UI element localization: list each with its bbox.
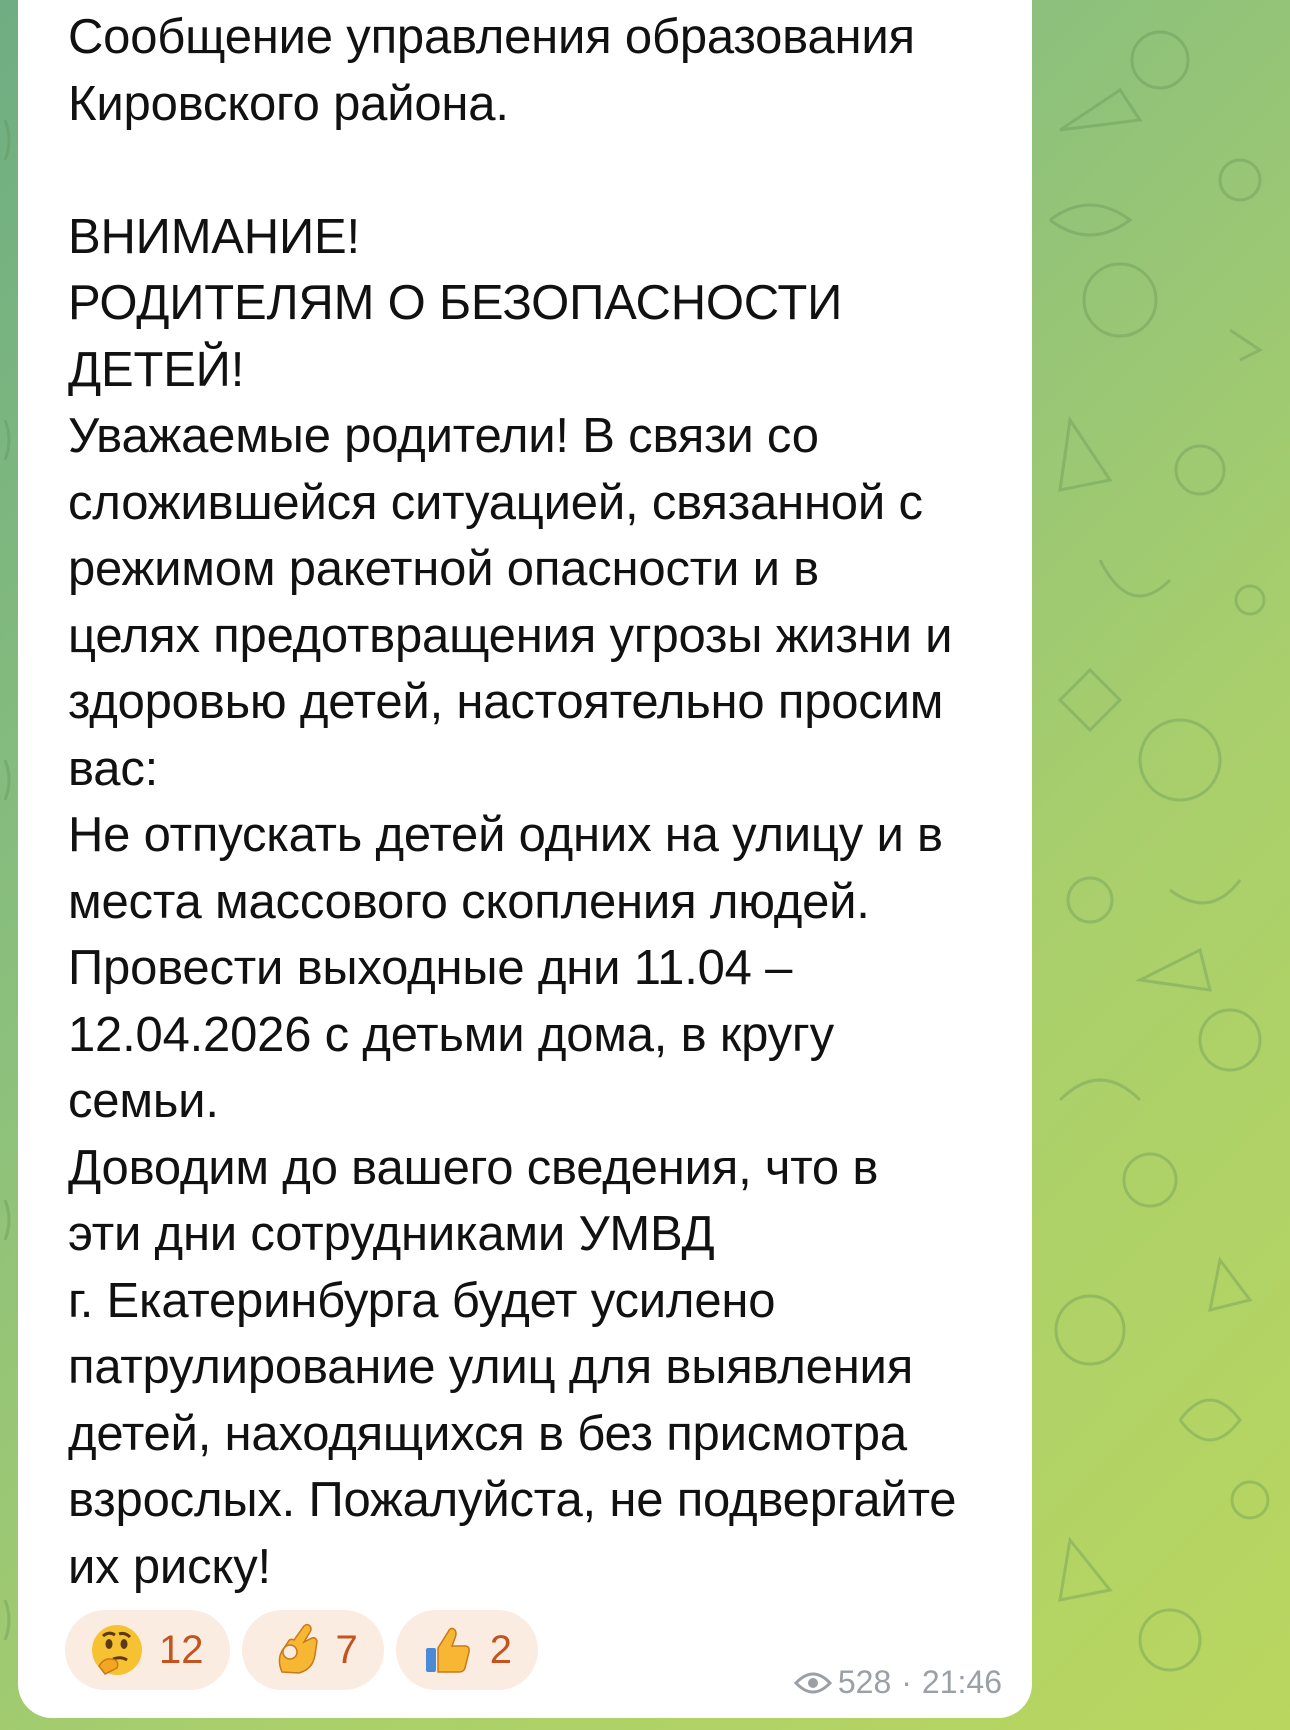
message-line: ДЕТЕЙ!: [68, 342, 245, 397]
message-line: сложившейся ситуацией, связанной с: [68, 475, 923, 530]
message-line: здоровью детей, настоятельно просим: [68, 675, 944, 729]
message-line: Уважаемые родители! В связи со: [68, 409, 819, 463]
message-line: семьи.: [68, 1074, 219, 1128]
message-line: Не отпускать детей одних на улицу и в: [68, 808, 943, 862]
message-time: 21:46: [921, 1664, 1002, 1700]
message-line: режимом ракетной опасности и в: [68, 542, 819, 596]
message-line: детей, находящихся в без присмотра: [68, 1406, 907, 1461]
message-line: целях предотвращения угрозы жизни и: [68, 608, 953, 663]
reaction-ok-hand[interactable]: [242, 1610, 384, 1690]
message-line: вас:: [68, 741, 159, 796]
reaction-count: 2: [489, 1627, 512, 1672]
reactions-bar: [65, 1610, 538, 1690]
message-line: Провести выходные дни 11.04 –: [68, 941, 793, 995]
message-line: Сообщение управления образования: [68, 10, 915, 64]
message-line: их риску!: [68, 1539, 271, 1594]
message-line: ВНИМАНИЕ!: [68, 209, 360, 264]
message-text: [68, 4, 1028, 1600]
message-line: 12.04.2026 с детьми дома, в кругу: [68, 1007, 834, 1062]
thinking-face-icon: [89, 1622, 145, 1678]
message-bubble: [18, 0, 1032, 1718]
message-line: места массового скопления людей.: [68, 874, 870, 929]
eye-icon: [794, 1671, 832, 1695]
message-line: г. Екатеринбурга будет усилено: [68, 1273, 776, 1328]
message-line: взрослых. Пожалуйста, не подвергайте: [68, 1473, 957, 1527]
ok-hand-icon: [266, 1622, 322, 1678]
message-line: эти дни сотрудниками УМВД: [68, 1207, 715, 1261]
message-line: Доводим до вашего сведения, что в: [68, 1140, 879, 1195]
thumbs-up-icon: [420, 1622, 476, 1678]
reaction-thumbs-up[interactable]: [396, 1610, 538, 1690]
message-meta: [794, 1664, 1002, 1701]
meta-separator: ·: [901, 1664, 912, 1700]
reaction-count: 12: [159, 1627, 204, 1672]
message-line: РОДИТЕЛЯМ О БЕЗОПАСНОСТИ: [68, 276, 843, 330]
reaction-count: 7: [335, 1627, 358, 1672]
message-line: Кировского района.: [68, 76, 509, 131]
message-line: [68, 137, 1028, 204]
reaction-thinking[interactable]: [65, 1610, 230, 1690]
view-count: 528: [837, 1664, 892, 1700]
message-line: патрулирование улиц для выявления: [68, 1340, 914, 1394]
